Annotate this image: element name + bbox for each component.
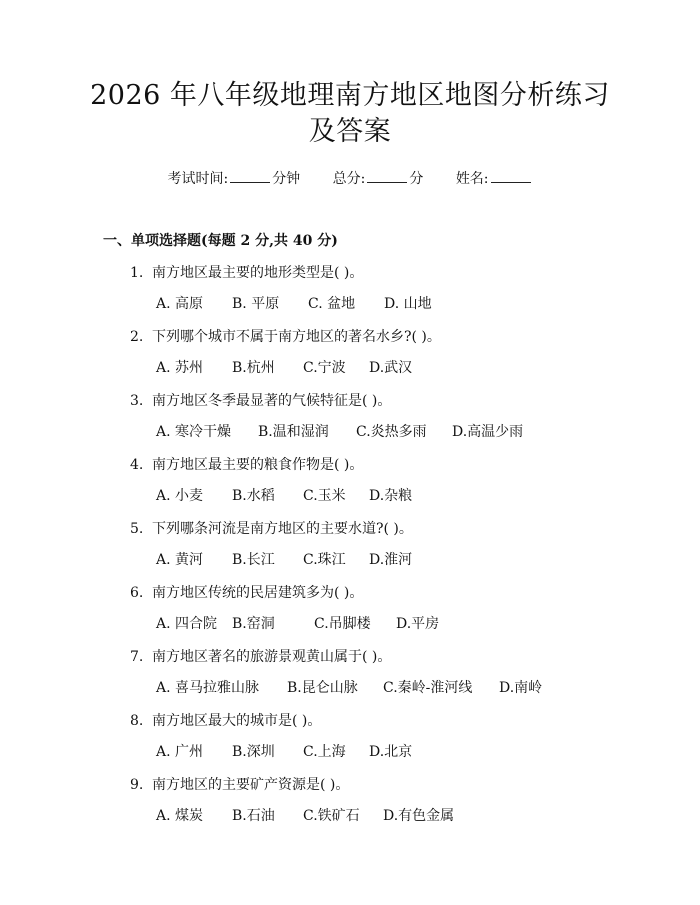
question-1 bbox=[130, 262, 363, 282]
question-text: 南方地区的主要矿产资源是( )。 bbox=[152, 777, 350, 793]
question-text: 南方地区冬季最显著的气候特征是( )。 bbox=[152, 393, 392, 409]
question-text: 南方地区最主要的地形类型是( )。 bbox=[152, 265, 364, 281]
question-6-option-A: A. 四合院 bbox=[156, 616, 218, 632]
question-2-option-D: D.武汉 bbox=[369, 360, 413, 376]
question-text: 下列哪条河流是南方地区的主要水道?( )。 bbox=[152, 521, 413, 537]
question-1-option-A: A. 高原 bbox=[156, 296, 204, 312]
time-unit: 分钟 bbox=[272, 171, 301, 187]
question-text: 南方地区最主要的粮食作物是( )。 bbox=[152, 457, 364, 473]
question-6-option-C: C.吊脚楼 bbox=[314, 616, 371, 632]
exam-meta bbox=[0, 168, 700, 188]
question-9-option-D: D.有色金属 bbox=[383, 808, 455, 824]
name-blank bbox=[491, 170, 531, 183]
question-text: 南方地区著名的旅游景观黄山属于( )。 bbox=[152, 649, 392, 665]
exam-time bbox=[167, 171, 304, 187]
question-6-option-D: D.平房 bbox=[396, 616, 440, 632]
question-2-option-C: C.宁波 bbox=[303, 360, 346, 376]
question-8-option-B: B.深圳 bbox=[232, 744, 275, 760]
score-label: 总分: bbox=[332, 171, 366, 187]
name-label: 姓名: bbox=[455, 171, 489, 187]
question-4-option-A: A. 小麦 bbox=[156, 488, 204, 504]
question-9 bbox=[130, 774, 349, 794]
question-9-option-C: C.铁矿石 bbox=[303, 808, 360, 824]
page-title: 2026 年八年级地理南方地区地图分析练习及答案 bbox=[90, 80, 610, 147]
question-number: 3. bbox=[130, 393, 144, 409]
question-2-option-B: B.杭州 bbox=[232, 360, 275, 376]
question-7-option-B: B.昆仑山脉 bbox=[287, 680, 358, 696]
question-7 bbox=[130, 646, 391, 666]
question-6 bbox=[130, 582, 363, 602]
question-4-option-D: D.杂粮 bbox=[369, 488, 413, 504]
time-blank bbox=[230, 170, 270, 183]
question-number: 9. bbox=[130, 777, 144, 793]
question-number: 6. bbox=[130, 585, 144, 601]
question-number: 7. bbox=[130, 649, 144, 665]
question-4-option-B: B.水稻 bbox=[232, 488, 275, 504]
question-4 bbox=[130, 454, 363, 474]
question-number: 4. bbox=[130, 457, 144, 473]
question-8-option-A: A. 广州 bbox=[156, 744, 204, 760]
question-1-option-B: B. 平原 bbox=[232, 296, 280, 312]
question-5-option-A: A. 黄河 bbox=[156, 552, 204, 568]
question-7-option-C: C.秦岭-淮河线 bbox=[383, 680, 473, 696]
question-1-option-C: C. 盆地 bbox=[308, 296, 356, 312]
question-5 bbox=[130, 518, 413, 538]
question-2 bbox=[130, 326, 441, 346]
question-5-option-D: D.淮河 bbox=[369, 552, 413, 568]
section-title: 一、单项选择题(每题 2 分,共 40 分) bbox=[103, 233, 338, 249]
question-7-option-A: A. 喜马拉雅山脉 bbox=[156, 680, 260, 696]
question-number: 1. bbox=[130, 265, 144, 281]
student-name bbox=[456, 171, 533, 187]
question-number: 5. bbox=[130, 521, 144, 537]
total-score bbox=[333, 171, 428, 187]
score-blank bbox=[367, 170, 407, 183]
question-number: 2. bbox=[130, 329, 144, 345]
time-label: 考试时间: bbox=[167, 171, 229, 187]
question-3-option-A: A. 寒冷干燥 bbox=[156, 424, 232, 440]
question-2-option-A: A. 苏州 bbox=[156, 360, 204, 376]
question-3-option-C: C.炎热多雨 bbox=[356, 424, 427, 440]
question-3-option-B: B.温和湿润 bbox=[258, 424, 329, 440]
question-7-option-D: D.南岭 bbox=[499, 680, 543, 696]
question-text: 下列哪个城市不属于南方地区的著名水乡?( )。 bbox=[152, 329, 441, 345]
question-8-option-C: C.上海 bbox=[303, 744, 346, 760]
question-8 bbox=[130, 710, 321, 730]
question-text: 南方地区最大的城市是( )。 bbox=[152, 713, 322, 729]
question-9-option-A: A. 煤炭 bbox=[156, 808, 204, 824]
question-text: 南方地区传统的民居建筑多为( )。 bbox=[152, 585, 364, 601]
question-8-option-D: D.北京 bbox=[369, 744, 413, 760]
question-3 bbox=[130, 390, 391, 410]
question-5-option-B: B.长江 bbox=[232, 552, 275, 568]
question-9-option-B: B.石油 bbox=[232, 808, 275, 824]
question-5-option-C: C.珠江 bbox=[303, 552, 346, 568]
question-6-option-B: B.窑洞 bbox=[232, 616, 275, 632]
question-1-option-D: D. 山地 bbox=[384, 296, 432, 312]
score-unit: 分 bbox=[409, 171, 424, 187]
question-4-option-C: C.玉米 bbox=[303, 488, 346, 504]
question-number: 8. bbox=[130, 713, 144, 729]
question-3-option-D: D.高温少雨 bbox=[452, 424, 524, 440]
